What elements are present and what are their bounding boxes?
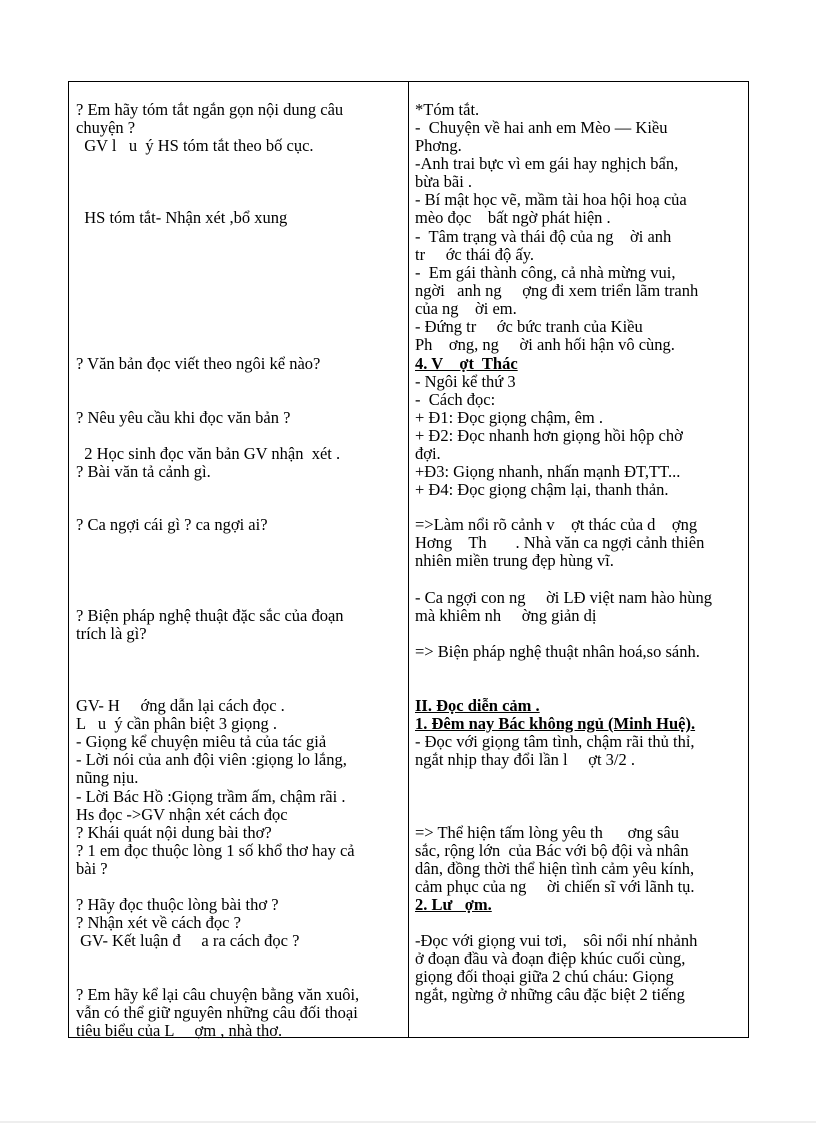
right-line: + Đ1: Đọc giọng chậm, êm . xyxy=(415,408,604,427)
section-heading: 2. Lư ợm. xyxy=(415,895,492,914)
right-line: - Ngôi kể thứ 3 xyxy=(415,372,516,391)
right-line: => Thể hiện tấm lòng yêu th ơng sâu xyxy=(415,823,679,842)
section-heading: 1. Đêm nay Bác không ngủ (Minh Huệ). xyxy=(415,714,696,733)
section-heading: 4. V ợt Thác xyxy=(415,354,518,373)
right-line: + Đ4: Đọc giọng chậm lại, thanh thản. xyxy=(415,480,669,499)
right-line: =>Làm nổi rõ cảnh v ợt thác của d ợng xyxy=(415,515,698,534)
right-line: của ng ời em. xyxy=(415,299,517,318)
right-line: => Biện pháp nghệ thuật nhân hoá,so sánh. xyxy=(415,642,700,661)
right-line: sắc, rộng lớn của Bác với bộ đội và nhân xyxy=(415,841,689,860)
left-line: Hs đọc ->GV nhận xét cách đọc xyxy=(76,805,288,824)
right-line: - Đọc với giọng tâm tình, chậm rãi thủ thỉ, xyxy=(415,732,695,751)
left-line: GV- Kết luận đ a ra cách đọc ? xyxy=(76,931,300,950)
left-line: tiêu biểu của L ợm , nhà thơ. xyxy=(76,1021,283,1040)
right-line: + Đ2: Đọc nhanh hơn giọng hồi hộp chờ xyxy=(415,426,683,445)
left-line: ? Bài văn tả cảnh gì. xyxy=(76,462,211,481)
right-line: đợi. xyxy=(415,444,441,463)
left-line: vẫn có thể giữ nguyên những câu đối thoại xyxy=(76,1003,358,1022)
left-line: trích là gì? xyxy=(76,624,147,643)
right-line: - Em gái thành công, cả nhà mừng vui, xyxy=(415,263,676,282)
right-line: bừa bãi . xyxy=(415,172,473,191)
right-line: giọng đối thoại giữa 2 chú cháu: Giọng xyxy=(415,967,674,986)
left-line: ? 1 em đọc thuộc lòng 1 số khổ thơ hay cả xyxy=(76,841,355,860)
left-line: nũng nịu. xyxy=(76,768,139,787)
left-line: ? Nhận xét về cách đọc ? xyxy=(76,913,241,932)
column-divider xyxy=(408,81,409,1038)
left-line: ? Văn bản đọc viết theo ngôi kể nào? xyxy=(76,354,321,373)
left-line: ? Em hãy tóm tắt ngắn gọn nội dung câu xyxy=(76,100,344,119)
right-line: - Chuyện về hai anh em Mèo — Kiều xyxy=(415,118,668,137)
left-line: 2 Học sinh đọc văn bản GV nhận xét . xyxy=(76,444,341,463)
right-line: ngời anh ng ợng đi xem triển lãm tranh xyxy=(415,281,699,300)
right-line: -Anh trai bực vì em gái hay nghịch bẩn, xyxy=(415,154,679,173)
left-line: ? Khái quát nội dung bài thơ? xyxy=(76,823,272,842)
right-line: - Ca ngợi con ng ời LĐ việt nam hào hùng xyxy=(415,588,712,607)
right-line: tr ớc thái độ ấy. xyxy=(415,245,534,264)
right-line: Phơng. xyxy=(415,136,462,155)
left-line: - Giọng kể chuyện miêu tả của tác giả xyxy=(76,732,327,751)
right-line: +Đ3: Giọng nhanh, nhấn mạnh ĐT,TT... xyxy=(415,462,681,481)
right-line: mèo đọc bất ngờ phát hiện . xyxy=(415,208,611,227)
right-line: ngắt, ngừng ở những câu đặc biệt 2 tiếng xyxy=(415,985,685,1004)
left-line: - Lời nói của anh đội viên :giọng lo lắng, xyxy=(76,750,347,769)
left-line: ? Biện pháp nghệ thuật đặc sắc của đoạn xyxy=(76,606,344,625)
right-line: Hơng Th . Nhà văn ca ngợi cảnh thiên xyxy=(415,533,705,552)
right-line: Ph ơng, ng ời anh hối hận vô cùng. xyxy=(415,335,675,354)
section-heading: II. Đọc diễn cảm . xyxy=(415,696,540,715)
right-line: - Đứng tr ớc bức tranh của Kiều xyxy=(415,317,643,336)
left-line: ? Em hãy kể lại câu chuyện bằng văn xuôi, xyxy=(76,985,360,1004)
left-line: ? Hãy đọc thuộc lòng bài thơ ? xyxy=(76,895,279,914)
left-line: L u ý cần phân biệt 3 giọng . xyxy=(76,714,278,733)
left-line: GV l u ý HS tóm tắt theo bố cục. xyxy=(76,136,314,155)
right-line: - Bí mật học vẽ, mầm tài hoa hội hoạ của xyxy=(415,190,687,209)
left-line: GV- H ớng dẫn lại cách đọc . xyxy=(76,696,285,715)
left-line: bài ? xyxy=(76,859,108,878)
left-line: ? Ca ngợi cái gì ? ca ngợi ai? xyxy=(76,515,268,534)
right-line: nhiên miền trung đẹp hùng vĩ. xyxy=(415,551,614,570)
right-line: - Cách đọc: xyxy=(415,390,496,409)
right-line: dân, đồng thời thể hiện tình cảm yêu kính, xyxy=(415,859,695,878)
right-line: mà khiêm nh ờng giản dị xyxy=(415,606,597,625)
right-line: -Đọc với giọng vui tơi, sôi nổi nhí nhảnh xyxy=(415,931,698,950)
left-line: - Lời Bác Hồ :Giọng trầm ấm, chậm rãi . xyxy=(76,787,346,806)
left-line: chuyện ? xyxy=(76,118,136,137)
left-line: ? Nêu yêu cầu khi đọc văn bản ? xyxy=(76,408,291,427)
right-line: ở đoạn đầu và đoạn điệp khúc cuối cùng, xyxy=(415,949,686,968)
right-line: ngắt nhịp thay đổi lần l ợt 3/2 . xyxy=(415,750,635,769)
right-line: - Tâm trạng và thái độ của ng ời anh xyxy=(415,227,672,246)
right-line: *Tóm tắt. xyxy=(415,100,480,119)
left-line: HS tóm tắt- Nhận xét ,bổ xung xyxy=(76,208,288,227)
right-line: cảm phục của ng ời chiến sĩ với lãnh tụ. xyxy=(415,877,695,896)
